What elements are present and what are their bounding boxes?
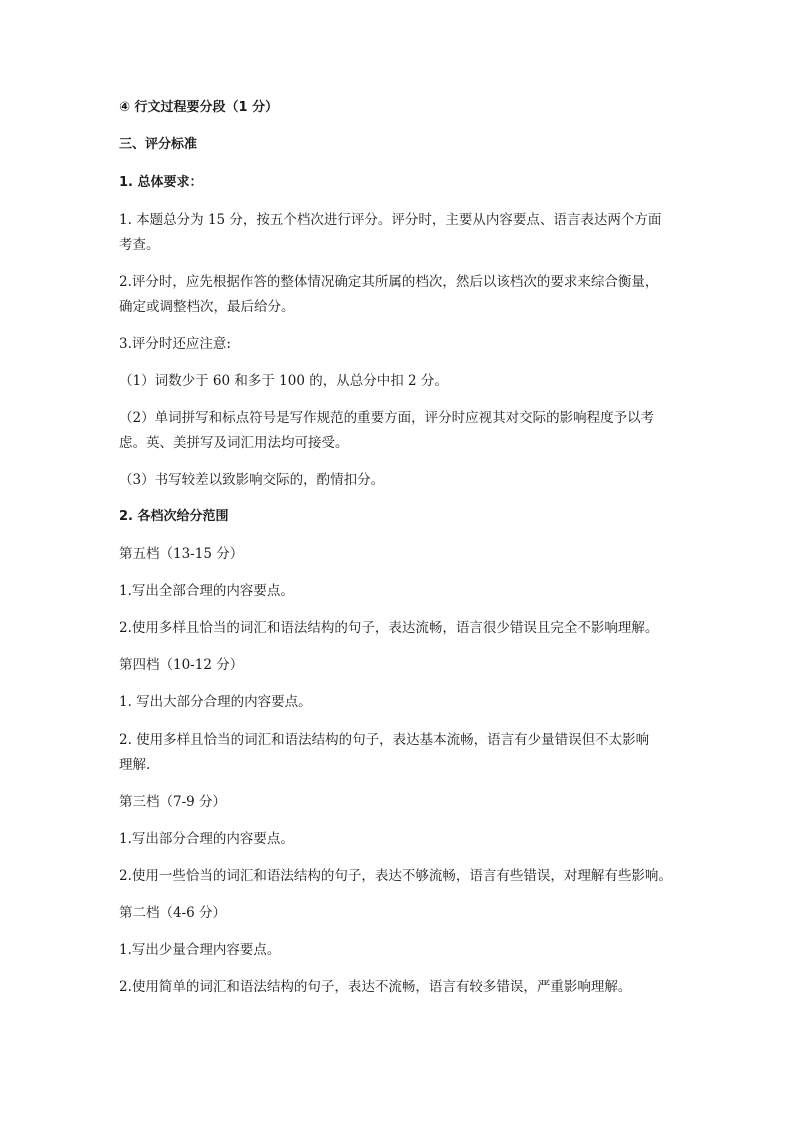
requirement-3: 3.评分时还应注意: — [119, 336, 231, 352]
requirement-2-line-2: 确定或调整档次，最后给分。 — [119, 299, 295, 315]
requirement-1-line-1: 1. 本题总分为 15 分，按五个档次进行评分。评分时，主要从内容要点、语言表达两个方面 — [119, 212, 662, 228]
tier-3-item-1: 1.写出部分合理的内容要点。 — [119, 831, 294, 847]
section-heading: 三、评分标准 — [119, 137, 198, 152]
tier-4-item-2-line-1: 2. 使用多样且恰当的词汇和语法结构的句子，表达基本流畅，语言有少量错误但不太影响 — [119, 732, 650, 748]
note-1: （1）词数少于 60 和多于 100 的，从总分中扣 2 分。 — [119, 373, 448, 389]
tier-2-heading: 第二档（4-6 分） — [119, 905, 227, 921]
note-2-line-1: （2）单词拼写和标点符号是写作规范的重要方面，评分时应视其对交际的影响程度予以考 — [119, 410, 655, 426]
subsection-heading: 1. 总体要求： — [119, 175, 203, 190]
requirement-1-line-2: 考查。 — [119, 237, 160, 253]
tier-5-item-1: 1.写出全部合理的内容要点。 — [119, 583, 294, 599]
tier-3-heading: 第三档（7-9 分） — [119, 794, 227, 810]
requirement-2-line-1: 2.评分时，应先根据作答的整体情况确定其所属的档次，然后以该档次的要求来综合衡量， — [119, 274, 659, 290]
note-2-line-2: 虑。英、美拼写及词汇用法均可接受。 — [119, 435, 349, 451]
tier-2-item-1: 1.写出少量合理内容要点。 — [119, 942, 281, 958]
tier-5-heading: 第五档（13-15 分） — [119, 546, 244, 562]
tier-5-item-2: 2.使用多样且恰当的词汇和语法结构的句子，表达流畅，语言很少错误且完全不影响理解。 — [119, 620, 659, 636]
tier-3-item-2: 2.使用一些恰当的词汇和语法结构的句子，表达不够流畅，语言有些错误，对理解有些影响。 — [119, 868, 672, 884]
tier-4-item-1: 1. 写出大部分合理的内容要点。 — [119, 694, 312, 710]
tier-4-heading: 第四档（10-12 分） — [119, 657, 244, 673]
paragraph-note: ④ 行文过程要分段（1 分） — [119, 100, 279, 115]
subsection-heading-2: 2. 各档次给分范围 — [119, 509, 229, 524]
tier-4-item-2-line-2: 理解. — [119, 757, 151, 773]
tier-2-item-2: 2.使用简单的词汇和语法结构的句子，表达不流畅，语言有较多错误，严重影响理解。 — [119, 979, 632, 995]
note-3: （3）书写较差以致影响交际的，酌情扣分。 — [119, 472, 385, 488]
